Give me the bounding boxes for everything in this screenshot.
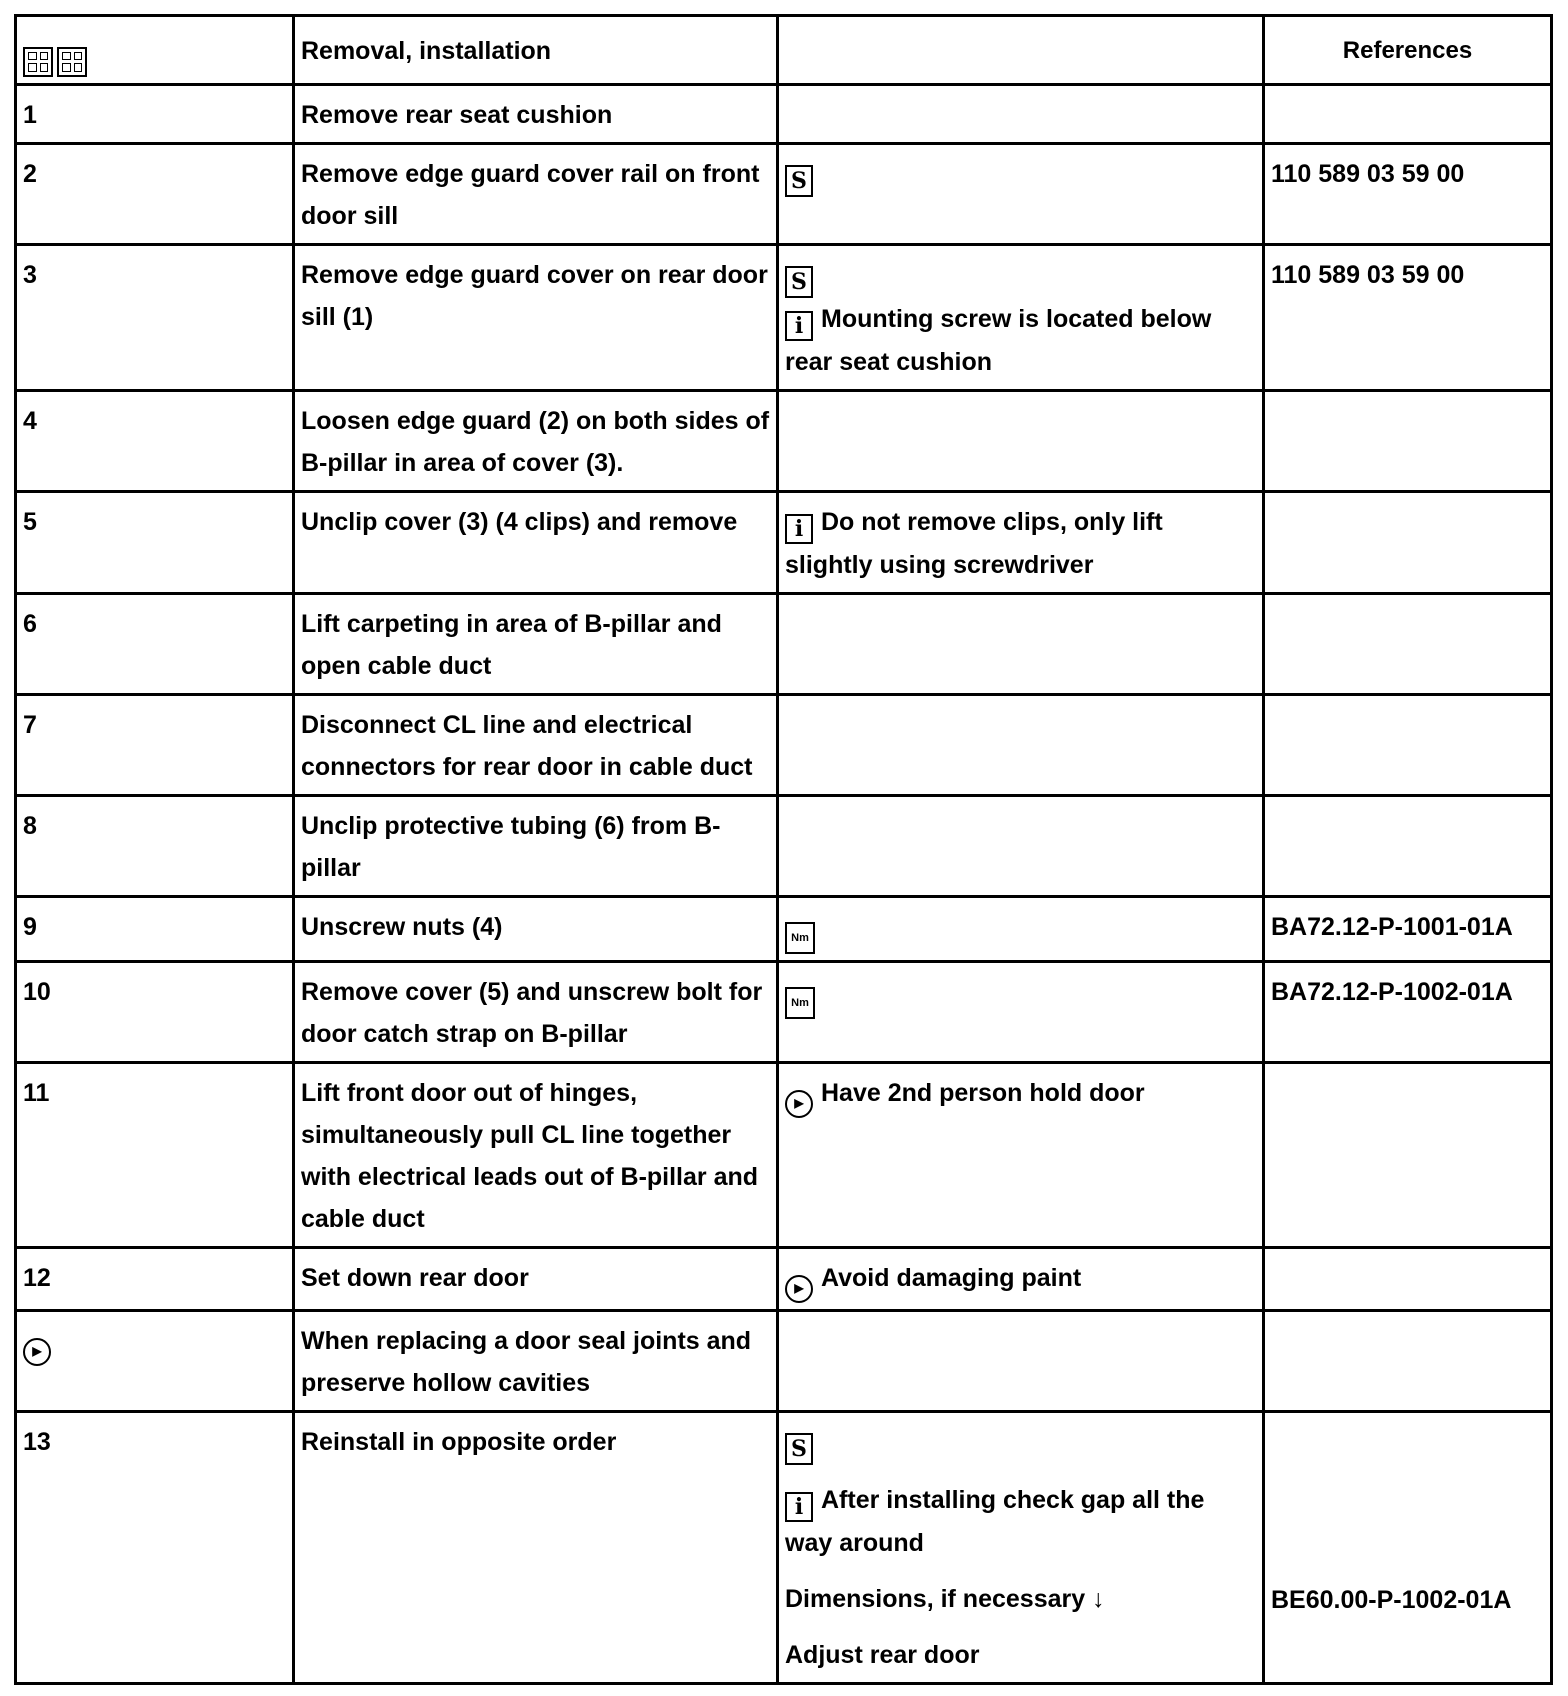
step-references xyxy=(1264,390,1552,491)
step-notes xyxy=(778,84,1264,143)
step-number xyxy=(16,244,294,390)
table-row xyxy=(16,244,1552,390)
note-text: Do not remove clips, only lift slightly using screwdriver xyxy=(785,507,1163,579)
step-notes xyxy=(778,491,1264,593)
reference-code: 110 589 03 59 00 xyxy=(1271,159,1465,188)
header-icons-cell xyxy=(16,16,294,85)
step-label: 10 xyxy=(23,977,51,1006)
step-notes xyxy=(778,1310,1264,1411)
step-references xyxy=(1264,143,1552,244)
warning-icon: ▶ xyxy=(785,1090,813,1118)
step-label: 8 xyxy=(23,811,37,840)
step-number xyxy=(16,84,294,143)
note-line xyxy=(785,1578,1256,1620)
step-label: 9 xyxy=(23,912,37,941)
step-number xyxy=(16,1411,294,1683)
step-action: Remove edge guard cover on rear door sill (1) xyxy=(294,244,778,390)
torque-icon: Nm xyxy=(785,987,815,1019)
step-references xyxy=(1264,1062,1552,1247)
step-action: Unclip cover (3) (4 clips) and remove xyxy=(294,491,778,593)
note-line xyxy=(785,501,1256,586)
step-action: Remove cover (5) and unscrew bolt for door catch strap on B-pillar xyxy=(294,961,778,1062)
step-number xyxy=(16,593,294,694)
note-line xyxy=(785,153,1256,197)
step-references xyxy=(1264,1247,1552,1310)
table-row xyxy=(16,1062,1552,1247)
step-label: 4 xyxy=(23,406,37,435)
step-references xyxy=(1264,795,1552,896)
tool-icon: S xyxy=(785,266,813,298)
step-notes xyxy=(778,1062,1264,1247)
step-references xyxy=(1264,961,1552,1062)
tool-icon: S xyxy=(785,1433,813,1465)
reference-code: 110 589 03 59 00 xyxy=(1271,260,1465,289)
note-text: Dimensions, if necessary ↓ xyxy=(785,1584,1105,1613)
step-label: 6 xyxy=(23,609,37,638)
reference-code: BA72.12-P-1002-01A xyxy=(1271,977,1513,1006)
step-action: Remove rear seat cushion xyxy=(294,84,778,143)
header-notes xyxy=(778,16,1264,85)
step-references xyxy=(1264,491,1552,593)
table-row xyxy=(16,1310,1552,1411)
step-action: When replacing a door seal joints and preserve hollow cavities xyxy=(294,1310,778,1411)
step-action: Disconnect CL line and electrical connectors for rear door in cable duct xyxy=(294,694,778,795)
note-text: After installing check gap all the way around xyxy=(785,1485,1205,1557)
note-line xyxy=(785,1072,1256,1118)
table-row xyxy=(16,491,1552,593)
step-number xyxy=(16,143,294,244)
note-line xyxy=(785,254,1256,298)
table-row xyxy=(16,143,1552,244)
step-action: Lift front door out of hinges, simultaneously pull CL line together with electrical leads out of B-pillar and cable duct xyxy=(294,1062,778,1247)
step-label: 5 xyxy=(23,507,37,536)
step-label: 13 xyxy=(23,1427,51,1456)
step-label: 3 xyxy=(23,260,37,289)
step-references xyxy=(1264,694,1552,795)
note-line xyxy=(785,906,1256,954)
table-row xyxy=(16,961,1552,1062)
table-row xyxy=(16,593,1552,694)
header-references: References xyxy=(1264,16,1552,85)
table-row xyxy=(16,795,1552,896)
step-notes xyxy=(778,244,1264,390)
step-action: Unscrew nuts (4) xyxy=(294,896,778,961)
step-references xyxy=(1264,244,1552,390)
step-references xyxy=(1264,593,1552,694)
step-references xyxy=(1264,84,1552,143)
note-line xyxy=(785,971,1256,1019)
step-references xyxy=(1264,1411,1552,1683)
torque-icon: Nm xyxy=(785,922,815,954)
step-number xyxy=(16,491,294,593)
step-action: Lift carpeting in area of B-pillar and open cable duct xyxy=(294,593,778,694)
note-line xyxy=(785,298,1256,383)
step-action: Remove edge guard cover rail on front door sill xyxy=(294,143,778,244)
reference-code: BE60.00-P-1002-01A xyxy=(1271,1585,1512,1614)
step-number xyxy=(16,961,294,1062)
step-number xyxy=(16,390,294,491)
illustration-icon xyxy=(57,47,87,77)
reference-code: BA72.12-P-1001-01A xyxy=(1271,912,1513,941)
header-title: Removal, installation xyxy=(294,16,778,85)
step-references xyxy=(1264,1310,1552,1411)
step-action: Reinstall in opposite order xyxy=(294,1411,778,1683)
step-number xyxy=(16,795,294,896)
step-number xyxy=(16,1062,294,1247)
note-line xyxy=(785,1479,1256,1564)
note-line xyxy=(785,1257,1256,1303)
step-label: 7 xyxy=(23,710,37,739)
step-number xyxy=(16,1310,294,1411)
step-notes xyxy=(778,896,1264,961)
step-notes xyxy=(778,694,1264,795)
step-action: Set down rear door xyxy=(294,1247,778,1310)
note-text: Mounting screw is located below rear seat cushion xyxy=(785,304,1212,376)
step-notes xyxy=(778,1247,1264,1310)
step-number xyxy=(16,694,294,795)
note-line xyxy=(785,1421,1256,1465)
procedure-table xyxy=(14,14,1553,1685)
illustration-icon xyxy=(23,47,53,77)
step-action: Loosen edge guard (2) on both sides of B-pillar in area of cover (3). xyxy=(294,390,778,491)
step-label: 1 xyxy=(23,100,37,129)
warning-icon: ▶ xyxy=(23,1338,51,1366)
step-notes xyxy=(778,961,1264,1062)
note-text: Have 2nd person hold door xyxy=(821,1078,1145,1107)
table-row xyxy=(16,1247,1552,1310)
tool-icon: S xyxy=(785,165,813,197)
info-icon: i xyxy=(785,1492,813,1522)
note-text: Adjust rear door xyxy=(785,1640,980,1669)
step-label: 12 xyxy=(23,1263,51,1292)
note-line xyxy=(785,1634,1256,1676)
info-icon: i xyxy=(785,514,813,544)
step-number xyxy=(16,1247,294,1310)
info-icon: i xyxy=(785,311,813,341)
step-notes xyxy=(778,593,1264,694)
step-number xyxy=(16,896,294,961)
step-notes xyxy=(778,795,1264,896)
step-references xyxy=(1264,896,1552,961)
step-label: 2 xyxy=(23,159,37,188)
table-row xyxy=(16,694,1552,795)
warning-icon: ▶ xyxy=(785,1275,813,1303)
table-row xyxy=(16,1411,1552,1683)
table-row xyxy=(16,390,1552,491)
step-notes xyxy=(778,1411,1264,1683)
table-header-row xyxy=(16,16,1552,85)
step-notes xyxy=(778,143,1264,244)
step-label: 11 xyxy=(23,1078,50,1107)
table-row xyxy=(16,896,1552,961)
step-notes xyxy=(778,390,1264,491)
table-row xyxy=(16,84,1552,143)
step-action: Unclip protective tubing (6) from B-pillar xyxy=(294,795,778,896)
note-text: Avoid damaging paint xyxy=(821,1263,1082,1292)
